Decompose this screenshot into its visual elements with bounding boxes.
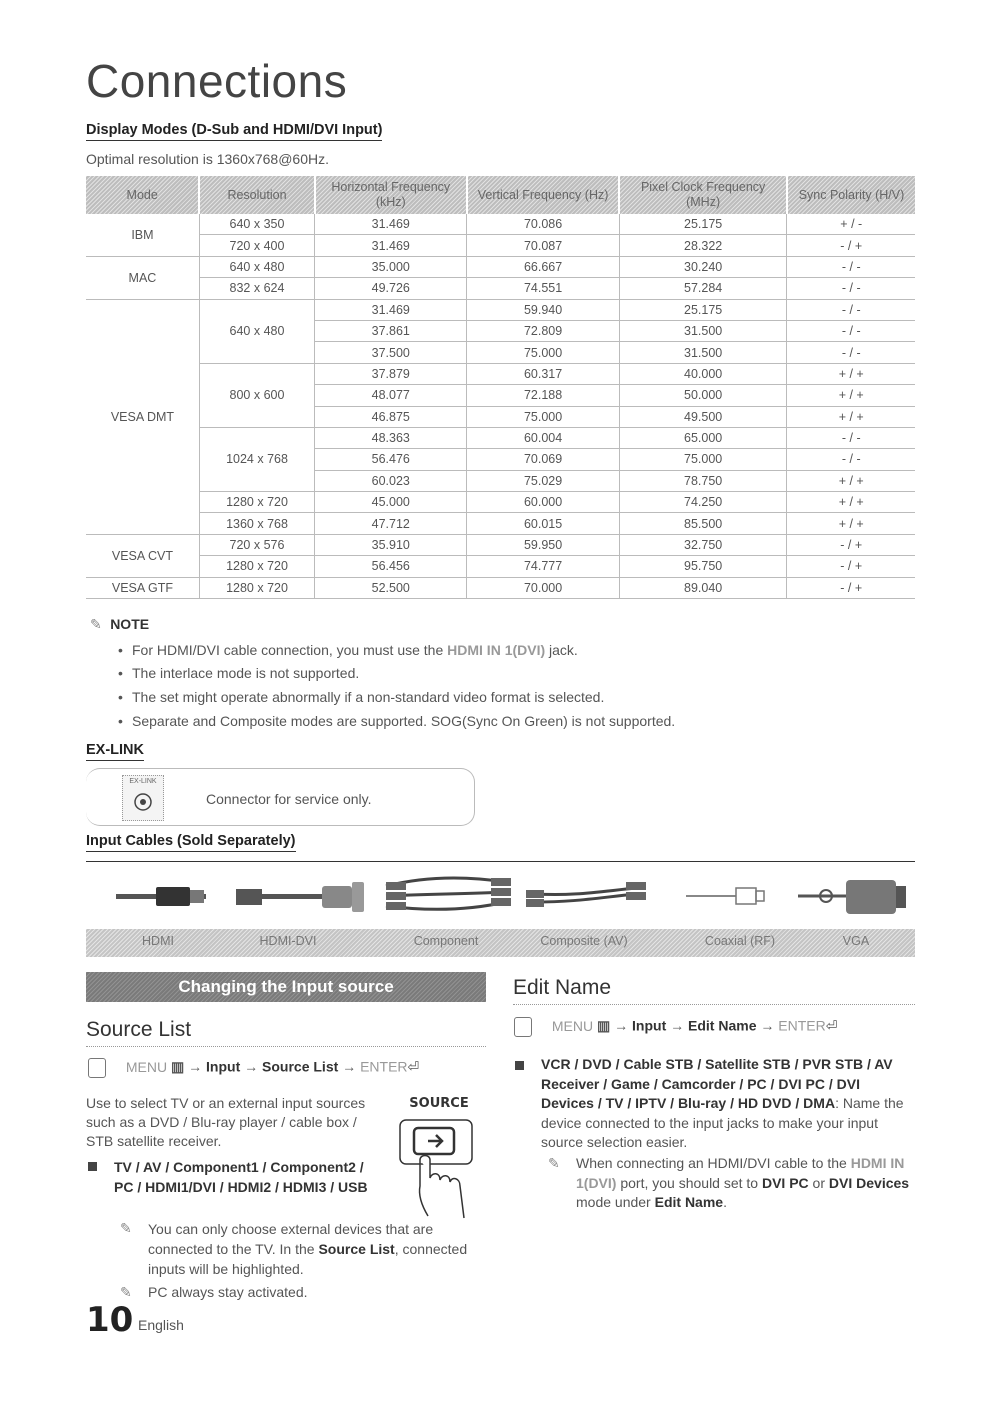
- cell-resolution: 832 x 624: [199, 278, 314, 299]
- note-bullet-1: [118, 642, 578, 658]
- menu-enter-label: ENTER: [778, 1017, 826, 1034]
- arrow-right-icon: →: [188, 1058, 203, 1075]
- menu-hand-icon: [88, 1058, 106, 1078]
- cell-vertical-frequency: 60.000: [467, 492, 619, 513]
- cell-resolution: 1280 x 720: [199, 556, 314, 577]
- cell-sync-polarity: - / +: [787, 235, 915, 256]
- menu-hand-icon: [514, 1017, 532, 1037]
- table-row: [86, 427, 915, 448]
- table-header-row: [86, 176, 915, 214]
- menu-input-label: Input: [632, 1017, 667, 1034]
- cell-vertical-frequency: 59.950: [467, 534, 619, 555]
- note-bullet-1-text: For HDMI/DVI cable connection, you must use the: [132, 642, 448, 658]
- menu-enter-label: ENTER: [360, 1058, 408, 1075]
- cell-sync-polarity: - / -: [787, 342, 915, 363]
- source-list-heading: Source List: [86, 1018, 192, 1041]
- cell-sync-polarity: - / -: [787, 299, 915, 320]
- cell-vertical-frequency: 72.188: [467, 385, 619, 406]
- table-row: [86, 299, 915, 320]
- menu-target-label: Source List: [262, 1058, 339, 1075]
- cell-pixel-clock: 85.500: [619, 513, 787, 534]
- enter-icon: ⏎: [407, 1058, 420, 1075]
- hdmi-cable-icon: [116, 887, 206, 906]
- cell-resolution: 1280 x 720: [199, 492, 314, 513]
- pencil-icon: ✎: [548, 1155, 560, 1171]
- cell-vertical-frequency: 70.069: [467, 449, 619, 470]
- cell-horizontal-frequency: 45.000: [315, 492, 467, 513]
- cable-illustrations: [86, 866, 915, 926]
- edit-name-note: [576, 1154, 916, 1213]
- pencil-icon: ✎: [120, 1284, 132, 1300]
- edit-note-mid2: mode under: [576, 1194, 655, 1210]
- cell-vertical-frequency: 66.667: [467, 256, 619, 277]
- table-row: [86, 577, 915, 598]
- note-bullet-4: [118, 713, 676, 729]
- table-row: [86, 235, 915, 256]
- cell-horizontal-frequency: 37.861: [315, 320, 467, 341]
- col-header-resolution: Resolution: [199, 176, 314, 214]
- input-cables-heading: Input Cables (Sold Separately): [86, 833, 296, 852]
- cell-mode: VESA GTF: [86, 577, 199, 598]
- source-button-hand-icon: [398, 1116, 478, 1220]
- cell-resolution: 640 x 350: [199, 214, 314, 235]
- edit-name-menu-path: [514, 1017, 837, 1037]
- cable-label-strip: [86, 929, 915, 957]
- edit-name-label: Edit Name: [654, 1194, 724, 1210]
- section-banner: Changing the Input source: [86, 972, 486, 1002]
- cell-vertical-frequency: 60.015: [467, 513, 619, 534]
- coaxial-cable-icon: [686, 888, 764, 904]
- cell-vertical-frequency: 60.004: [467, 427, 619, 448]
- optimal-resolution-text: Optimal resolution is 1360x768@60Hz.: [86, 151, 330, 167]
- cell-sync-polarity: - / +: [787, 577, 915, 598]
- cell-pixel-clock: 31.500: [619, 320, 787, 341]
- table-row: [86, 556, 915, 577]
- device-list-description: : Name the device connected to the input jacks to make your input source selection easier.: [541, 1095, 904, 1150]
- exlink-jack-label: EX-LINK: [129, 778, 157, 785]
- note-bullet-1-end: jack.: [545, 642, 578, 658]
- cell-horizontal-frequency: 48.363: [315, 427, 467, 448]
- cell-vertical-frequency: 70.086: [467, 214, 619, 235]
- exlink-box: [86, 768, 475, 826]
- edit-name-description: [541, 1055, 915, 1153]
- hdmi-in-highlight: HDMI IN 1(DVI): [576, 1155, 905, 1191]
- cell-pixel-clock: 50.000: [619, 385, 787, 406]
- cell-pixel-clock: 28.322: [619, 235, 787, 256]
- menu-grid-icon: ▥: [597, 1017, 611, 1034]
- table-row: [86, 363, 915, 384]
- edit-name-heading: Edit Name: [513, 976, 612, 999]
- note1-bold: Source List: [318, 1241, 395, 1257]
- source-list-menu-path: [88, 1058, 419, 1078]
- col-header-horizontal-frequency: Horizontal Frequency (kHz): [315, 176, 467, 214]
- source-button-label: SOURCE: [409, 1096, 469, 1111]
- cable-label-vga: VGA: [842, 934, 870, 948]
- exlink-heading: EX-LINK: [86, 742, 144, 761]
- cell-pixel-clock: 49.500: [619, 406, 787, 427]
- cell-mode: VESA DMT: [86, 299, 199, 534]
- table-row: [86, 278, 915, 299]
- enter-icon: ⏎: [825, 1017, 838, 1034]
- cell-sync-polarity: + / +: [787, 470, 915, 491]
- edit-note-mid: port, you should set to: [616, 1174, 762, 1191]
- cell-sync-polarity: + / -: [787, 214, 915, 235]
- cell-resolution: 720 x 576: [199, 534, 314, 555]
- table-row: [86, 256, 915, 277]
- cell-pixel-clock: 40.000: [619, 363, 787, 384]
- cell-horizontal-frequency: 60.023: [315, 470, 467, 491]
- cable-label-hdmi: HDMI: [142, 934, 174, 948]
- pencil-icon: ✎: [90, 616, 102, 632]
- page-title: Connections: [86, 55, 348, 107]
- edit-note-or: or: [808, 1174, 829, 1191]
- bullet-dot-icon: •: [118, 713, 123, 729]
- cell-horizontal-frequency: 49.726: [315, 278, 467, 299]
- cell-horizontal-frequency: 47.712: [315, 513, 467, 534]
- cell-horizontal-frequency: 56.456: [315, 556, 467, 577]
- cable-label-hdmi-dvi: HDMI-DVI: [259, 934, 317, 948]
- col-header-sync-polarity: Sync Polarity (H/V): [787, 176, 915, 214]
- cell-sync-polarity: - / -: [787, 256, 915, 277]
- cell-sync-polarity: + / +: [787, 385, 915, 406]
- table-row: [86, 214, 915, 235]
- composite-cable-icon: [526, 882, 646, 907]
- menu-label: MENU: [551, 1017, 594, 1034]
- bullet-dot-icon: •: [118, 689, 123, 705]
- note-bullet-4-text: Separate and Composite modes are supported. SOG(Sync On Green) is not supported.: [132, 713, 676, 729]
- cell-mode: MAC: [86, 256, 199, 299]
- table-row: [86, 513, 915, 534]
- cell-resolution: 720 x 400: [199, 235, 314, 256]
- table-row: [86, 534, 915, 555]
- cell-resolution: 800 x 600: [199, 363, 314, 427]
- cell-pixel-clock: 78.750: [619, 470, 787, 491]
- cell-pixel-clock: 31.500: [619, 342, 787, 363]
- cell-pixel-clock: 25.175: [619, 299, 787, 320]
- col-header-mode: Mode: [86, 176, 199, 214]
- jack-icon: [123, 785, 163, 815]
- source-list-items: TV / AV / Component1 / Component2 / PC / HDMI1/DVI / HDMI2 / HDMI3 / USB: [114, 1159, 368, 1195]
- cell-sync-polarity: - / -: [787, 427, 915, 448]
- cell-vertical-frequency: 60.317: [467, 363, 619, 384]
- square-bullet-icon: [515, 1061, 524, 1070]
- cell-horizontal-frequency: 52.500: [315, 577, 467, 598]
- menu-grid-icon: ▥: [171, 1058, 185, 1075]
- cell-horizontal-frequency: 48.077: [315, 385, 467, 406]
- cell-sync-polarity: - / -: [787, 449, 915, 470]
- cell-horizontal-frequency: 37.500: [315, 342, 467, 363]
- menu-target-label: Edit Name: [688, 1017, 757, 1034]
- cell-pixel-clock: 57.284: [619, 278, 787, 299]
- page-language: English: [138, 1317, 184, 1333]
- cell-sync-polarity: - / +: [787, 534, 915, 555]
- cell-resolution: 1360 x 768: [199, 513, 314, 534]
- menu-label: MENU: [125, 1058, 168, 1075]
- cell-resolution: 640 x 480: [199, 256, 314, 277]
- note-bullet-3-text: The set might operate abnormally if a non-standard video format is selected.: [132, 689, 605, 705]
- cell-pixel-clock: 89.040: [619, 577, 787, 598]
- cable-label-coaxial: Coaxial (RF): [704, 934, 776, 948]
- note1-end: , connected inputs will be highlighted.: [148, 1241, 468, 1277]
- col-header-pixel-clock: Pixel Clock Frequency (MHz): [619, 176, 787, 214]
- cell-vertical-frequency: 75.029: [467, 470, 619, 491]
- cell-pixel-clock: 95.750: [619, 556, 787, 577]
- arrow-right-icon: →: [760, 1017, 775, 1034]
- cell-horizontal-frequency: 46.875: [315, 406, 467, 427]
- exlink-jack-panel: [122, 775, 164, 821]
- cell-vertical-frequency: 74.551: [467, 278, 619, 299]
- cell-sync-polarity: - / -: [787, 320, 915, 341]
- cell-horizontal-frequency: 35.000: [315, 256, 467, 277]
- edit-note-text: When connecting an HDMI/DVI cable to the: [576, 1155, 851, 1171]
- cell-mode: IBM: [86, 214, 199, 256]
- source-list-note-1: [148, 1219, 488, 1279]
- cell-pixel-clock: 25.175: [619, 214, 787, 235]
- cell-pixel-clock: 75.000: [619, 449, 787, 470]
- source-list-note-2: PC always stay activated.: [148, 1284, 308, 1300]
- display-modes-table: [86, 176, 915, 599]
- note-bullet-3: [118, 689, 605, 705]
- hdmi-dvi-cable-icon: [236, 882, 364, 912]
- note-bullet-2: [118, 665, 360, 681]
- menu-input-label: Input: [206, 1058, 241, 1075]
- cell-resolution: 640 x 480: [199, 299, 314, 363]
- cell-horizontal-frequency: 31.469: [315, 299, 467, 320]
- cell-horizontal-frequency: 37.879: [315, 363, 467, 384]
- note-block: [90, 616, 149, 634]
- cell-pixel-clock: 32.750: [619, 534, 787, 555]
- vga-cable-icon: [798, 880, 906, 914]
- source-list-rule: [86, 1046, 486, 1047]
- device-list: VCR / DVD / Cable STB / Satellite STB / PVR STB / AV Receiver / Game / Camcorder / PC / DVI PC / DVI Devices / TV / IPTV / Blu-ray / HD DVD / DMA: [541, 1056, 893, 1111]
- cell-sync-polarity: - / +: [787, 556, 915, 577]
- cable-label-composite: Composite (AV): [540, 934, 628, 948]
- square-bullet-icon: [88, 1162, 97, 1171]
- cell-horizontal-frequency: 56.476: [315, 449, 467, 470]
- cell-horizontal-frequency: 31.469: [315, 214, 467, 235]
- dvi-pc-label: DVI PC: [761, 1174, 809, 1191]
- col-header-vertical-frequency: Vertical Frequency (Hz): [467, 176, 619, 214]
- bullet-dot-icon: •: [118, 665, 123, 681]
- arrow-right-icon: →: [342, 1058, 357, 1075]
- bullet-dot-icon: •: [118, 642, 123, 658]
- cell-pixel-clock: 74.250: [619, 492, 787, 513]
- table-body: [86, 214, 915, 599]
- cell-resolution: 1280 x 720: [199, 577, 314, 598]
- arrow-right-icon: →: [614, 1017, 629, 1034]
- cell-sync-polarity: + / +: [787, 513, 915, 534]
- exlink-text: Connector for service only.: [206, 791, 372, 807]
- cell-horizontal-frequency: 35.910: [315, 534, 467, 555]
- arrow-right-icon: →: [244, 1058, 259, 1075]
- edit-note-end: .: [723, 1194, 727, 1210]
- cell-horizontal-frequency: 31.469: [315, 235, 467, 256]
- cell-resolution: 1024 x 768: [199, 427, 314, 491]
- table-row: [86, 492, 915, 513]
- cell-vertical-frequency: 72.809: [467, 320, 619, 341]
- cell-vertical-frequency: 59.940: [467, 299, 619, 320]
- cell-vertical-frequency: 70.087: [467, 235, 619, 256]
- edit-name-rule: [513, 1004, 915, 1005]
- input-cables-rule: [86, 861, 915, 862]
- cell-sync-polarity: + / +: [787, 406, 915, 427]
- pencil-icon: ✎: [120, 1220, 132, 1236]
- cell-pixel-clock: 30.240: [619, 256, 787, 277]
- source-list-body: Use to select TV or an external input sources such as a DVD / Blu-ray player / cable box / STB satellite receiver.: [86, 1095, 366, 1149]
- cell-vertical-frequency: 75.000: [467, 406, 619, 427]
- cell-vertical-frequency: 74.777: [467, 556, 619, 577]
- display-modes-heading: Display Modes (D-Sub and HDMI/DVI Input): [86, 122, 382, 141]
- cell-vertical-frequency: 70.000: [467, 577, 619, 598]
- cell-mode: VESA CVT: [86, 534, 199, 577]
- dvi-devices-label: DVI Devices: [828, 1174, 910, 1191]
- note1-text: You can only choose external devices that are connected to the TV. In the: [148, 1221, 434, 1257]
- cell-sync-polarity: + / +: [787, 363, 915, 384]
- note-label: NOTE: [110, 616, 150, 632]
- cell-sync-polarity: + / +: [787, 492, 915, 513]
- cell-sync-polarity: - / -: [787, 278, 915, 299]
- cell-vertical-frequency: 75.000: [467, 342, 619, 363]
- arrow-right-icon: →: [670, 1017, 685, 1034]
- hdmi-in-highlight: HDMI IN 1(DVI): [447, 642, 546, 658]
- page-number: 10: [86, 1300, 134, 1340]
- cable-label-component: Component: [413, 934, 479, 948]
- note-bullet-2-text: The interlace mode is not supported.: [132, 665, 360, 681]
- cell-pixel-clock: 65.000: [619, 427, 787, 448]
- component-cable-icon: [386, 878, 511, 910]
